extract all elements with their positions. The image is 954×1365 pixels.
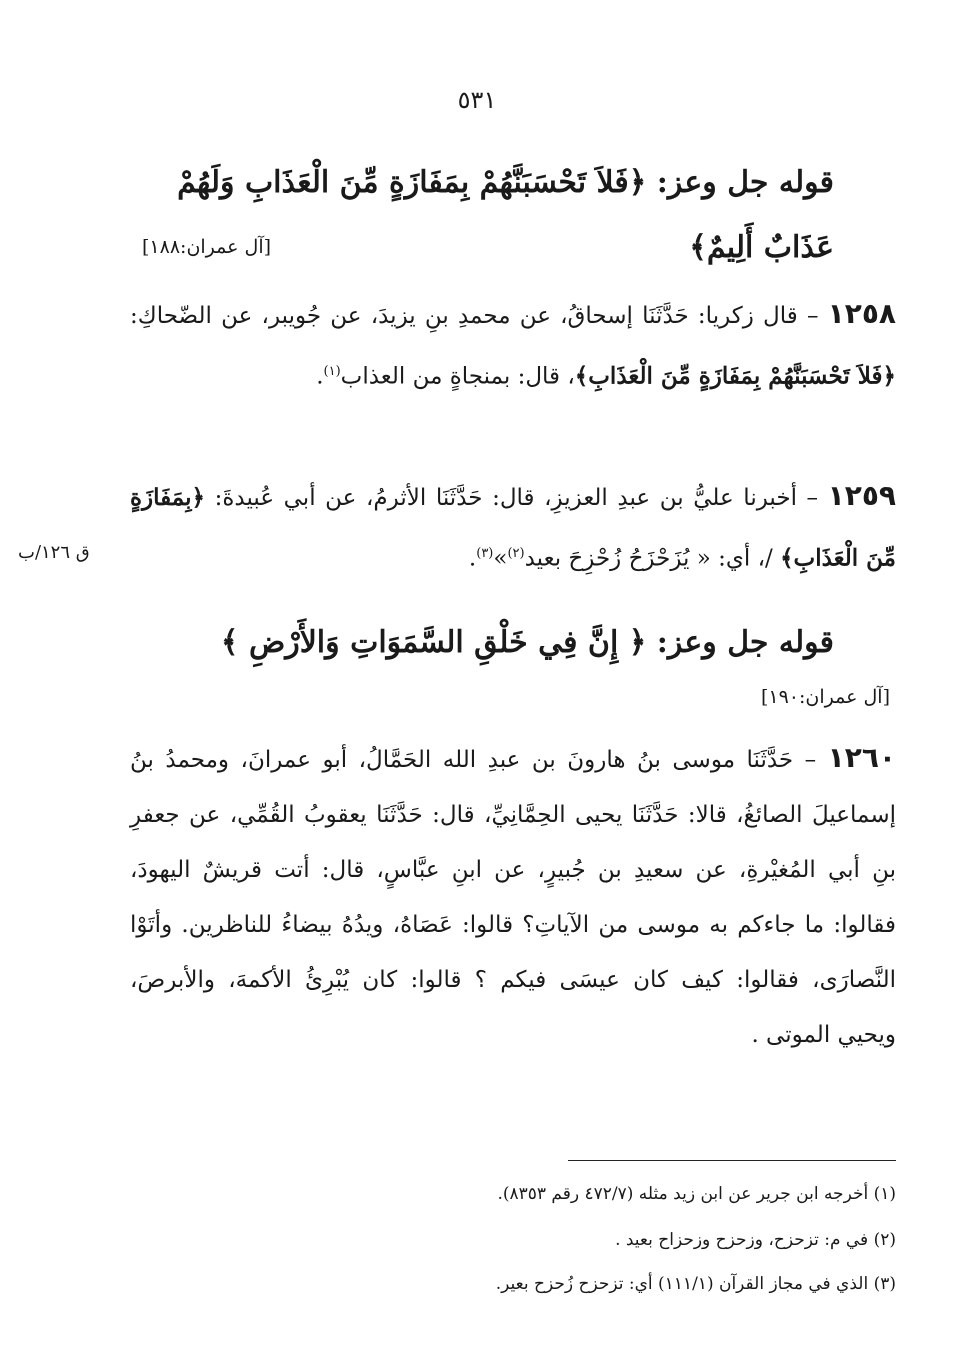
entry-dash: – (797, 303, 828, 329)
verse-line-2: عَذَابٌ أَلِيمٌ﴾ (689, 230, 834, 265)
verse: ﴿ إِنَّ فِي خَلْقِ السَّمَوَاتِ وَالأَرْضِ ﴾ (220, 625, 647, 660)
heading-prefix: قوله جل وعز: (646, 625, 834, 660)
entry-end: . (468, 545, 477, 572)
entry-number: ١٢٦٠ (827, 741, 896, 774)
footnote-marker: (٢) (507, 546, 525, 561)
hadith-entry-1258 (130, 286, 896, 405)
section-heading-2 (114, 608, 834, 678)
footnote-3: (٣) الذي في مجاز القرآن (١١١/١) أي: تزحزح زُحزح بعير. (495, 1274, 896, 1294)
entry-text: حَدَّثَنَا موسى بنُ هارونَ بن عبدِ الله الحَمَّالُ، أبو عمرانَ، ومحمدُ بنُ إسماعيلَ الصائغُ، قالا: حَدَّثَنَا يحيى الحِمَّانِيِّ، قال: حَدَّثَنَا يعقوبُ القُمِّي، عن جعفرِ بنِ أبي المُغيْرةِ، عن سعيدِ بن جُبيرٍ، عن ابنِ عبَّاسٍ، قال: أتت قريشٌ اليهودَ، فقالوا: ما جاءكم به موسى من الآياتِ؟ قالوا: عَصَاهُ، ويدُهُ بيضاءُ للناظرين. وأتَوْا النَّصارَى، فقالوا: كيف كان عيسَى فيكم ؟ قالوا: كان يُبْرِئُ الأكمهَ، والأبرصَ، ويحيي الموتى . (130, 747, 896, 1048)
entry-number: ١٢٥٩ (827, 479, 896, 512)
entry-text-cont: ، قال: بمنجاةٍ من العذاب (340, 363, 575, 390)
entry-number: ١٢٥٨ (827, 297, 896, 330)
footnote-marker: (١) (323, 364, 341, 379)
entry-dash: – (793, 747, 828, 773)
footnote-marker: (٣) (476, 546, 494, 561)
verse-reference-1: [آل عمران:١٨٨] (142, 236, 272, 258)
entry-verse: ﴿بِمَفَازَةٍ مِّنَ الْعَذَابِ﴾ (130, 484, 896, 572)
entry-text: قال زكريا: حَدَّثَنَا إسحاقُ، عن محمدِ بنِ يزيدَ، عن جُويبر، عن الضّحاكِ: (130, 303, 798, 329)
footnote-1: (١) أخرجه ابن جرير عن ابن زيد مثله (٤٧٢/٧ رقم ٨٣٥٣). (497, 1184, 896, 1204)
footnote-divider (568, 1160, 896, 1161)
entry-text-cont: /، أي: « يُزَحْزَحُ زُحْزِحَ بعيد (524, 545, 781, 572)
entry-text: أخبرنا عليُّ بن عبدِ العزيزِ، قال: حَدَّثَنَا الأثرمُ، عن أبي عُبيدةَ: (204, 485, 797, 511)
manuscript-folio-marker: ق ١٢٦/ب (18, 542, 90, 563)
entry-end: . (316, 363, 324, 390)
heading-prefix: قوله جل وعز: (646, 165, 834, 200)
entry-verse: ﴿فَلاَ تَحْسَبَنَّهُمْ بِمَفَازَةٍ مِّنَ الْعَذَابِ﴾ (574, 362, 896, 390)
section-heading-1 (114, 148, 834, 218)
hadith-entry-1259 (130, 468, 896, 587)
entry-dash: – (796, 485, 828, 511)
verse-reference-2: [آل عمران:١٩٠] (760, 686, 890, 708)
quote-close: » (493, 545, 508, 572)
footnote-2: (٢) في م: تزحزح، وزحزح وزحزاح بعيد . (615, 1230, 896, 1250)
hadith-entry-1260 (130, 730, 896, 1063)
page-number: ٥٣١ (457, 86, 497, 114)
verse-line-1: ﴿فَلاَ تَحْسَبَنَّهُمْ بِمَفَازَةٍ مِّنَ الْعَذَابِ وَلَهُمْ (177, 165, 647, 200)
